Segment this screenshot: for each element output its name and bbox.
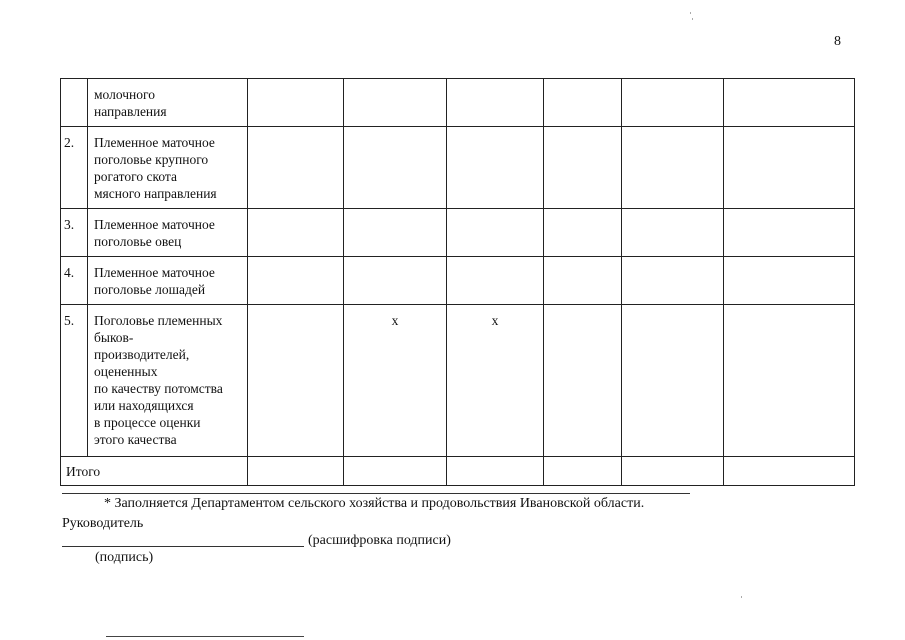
table-row <box>61 209 855 257</box>
scan-speck <box>692 18 693 20</box>
row-name <box>88 79 248 127</box>
row-name <box>88 257 248 305</box>
table-cell <box>248 209 344 257</box>
table-cell <box>724 257 855 305</box>
table-cell <box>724 79 855 127</box>
row-name-text: Поголовье племенных быков- производителей, оцененных по качеству потомства или находящихся в процессе оценки этого качества <box>94 313 223 447</box>
table-cell <box>622 457 724 486</box>
table-cell <box>248 79 344 127</box>
row-name-text: Племенное маточное поголовье овец <box>94 217 215 249</box>
row-name <box>88 305 248 457</box>
total-row <box>61 457 855 486</box>
table-cell <box>544 79 622 127</box>
not-applicable-mark: х <box>344 305 447 457</box>
bottom-divider <box>106 636 304 637</box>
table-cell <box>622 79 724 127</box>
table-cell <box>622 209 724 257</box>
table-cell <box>544 457 622 486</box>
table-row <box>61 305 855 457</box>
table-cell <box>447 257 544 305</box>
livestock-table <box>60 78 855 486</box>
table-cell <box>724 209 855 257</box>
table-cell <box>344 127 447 209</box>
scan-speck <box>741 596 742 598</box>
table-cell <box>544 305 622 457</box>
table-cell <box>544 127 622 209</box>
row-number: 3. <box>61 209 88 257</box>
row-name-text: Племенное маточное поголовье лошадей <box>94 265 215 297</box>
table-cell <box>724 457 855 486</box>
row-name-text: Племенное маточное поголовье крупного рогатого скота мясного направления <box>94 135 217 201</box>
signature-label: (подпись) <box>95 550 154 565</box>
row-number: 2. <box>61 127 88 209</box>
table-cell <box>344 209 447 257</box>
head-label: Руководитель <box>62 516 144 531</box>
table-cell <box>344 79 447 127</box>
table-cell <box>447 457 544 486</box>
footnote: * Заполняется Департаментом сельского хозяйства и продовольствия Ивановской области. <box>104 496 645 511</box>
table-cell <box>724 305 855 457</box>
not-applicable-mark: х <box>447 305 544 457</box>
table-cell <box>344 457 447 486</box>
row-name-text: молочного направления <box>94 87 167 119</box>
table-row <box>61 127 855 209</box>
table-row <box>61 79 855 127</box>
page-number: 8 <box>834 34 841 49</box>
row-name <box>88 127 248 209</box>
table-cell <box>248 127 344 209</box>
row-number <box>61 79 88 127</box>
table-cell <box>622 305 724 457</box>
table-cell <box>447 79 544 127</box>
row-number: 5. <box>61 305 88 457</box>
table-cell <box>622 127 724 209</box>
row-number: 4. <box>61 257 88 305</box>
table-cell <box>248 257 344 305</box>
table-cell <box>544 257 622 305</box>
table-cell <box>447 209 544 257</box>
table-cell <box>724 127 855 209</box>
table-cell <box>248 305 344 457</box>
table-cell <box>447 127 544 209</box>
table-cell <box>544 209 622 257</box>
table-cell <box>622 257 724 305</box>
row-name <box>88 209 248 257</box>
table-cell <box>344 257 447 305</box>
scan-speck <box>690 12 691 14</box>
signature-line <box>62 546 304 547</box>
total-label: Итого <box>61 457 248 486</box>
signature-decode-label: (расшифровка подписи) <box>308 533 451 548</box>
table-cell <box>248 457 344 486</box>
table-row <box>61 257 855 305</box>
footnote-divider <box>62 493 690 494</box>
